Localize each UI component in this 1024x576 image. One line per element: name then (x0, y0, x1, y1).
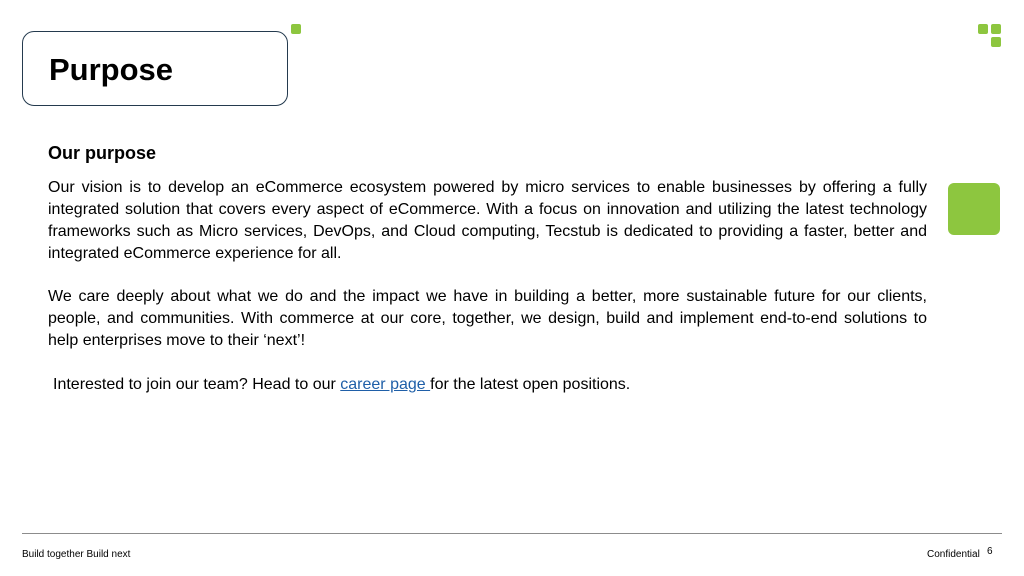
cta-text-after: for the latest open positions. (430, 376, 631, 393)
title-box (22, 31, 288, 106)
footer-tagline: Build together Build next (22, 549, 131, 560)
vision-paragraph: Our vision is to develop an eCommerce ecosystem powered by micro services to enable businesses by offering a fully integrated solution that covers every aspect of eCommerce. With a focus on innovation and utilizing the latest technology frameworks such as Micro services, DevOps, and Cloud computing, Tecstub is dedicated to providing a faster, better and integrated eCommerce experience for all. (48, 179, 927, 262)
logo-square-3 (991, 37, 1001, 47)
career-cta (53, 374, 630, 396)
logo-square-2 (991, 24, 1001, 34)
values-paragraph: We care deeply about what we do and the impact we have in building a better, more sustainable future for our clients, people, and communities. With commerce at our core, together, we design, build and implement end-to-end solutions to help enterprises move to their ‘next’! (48, 288, 927, 349)
logo-square-1 (978, 24, 988, 34)
page-title: Purpose (49, 52, 174, 87)
footer-classification: Confidential (927, 549, 980, 560)
career-page-link[interactable]: career page (340, 376, 431, 393)
brand-logo-icon (978, 24, 1002, 48)
footer-divider (22, 533, 1002, 534)
accent-square-large (948, 183, 1000, 235)
accent-square-small (291, 24, 301, 34)
section-heading: Our purpose (48, 143, 157, 163)
page-number: 6 (987, 546, 993, 557)
cta-text-before: Interested to join our team? Head to our (53, 376, 341, 393)
